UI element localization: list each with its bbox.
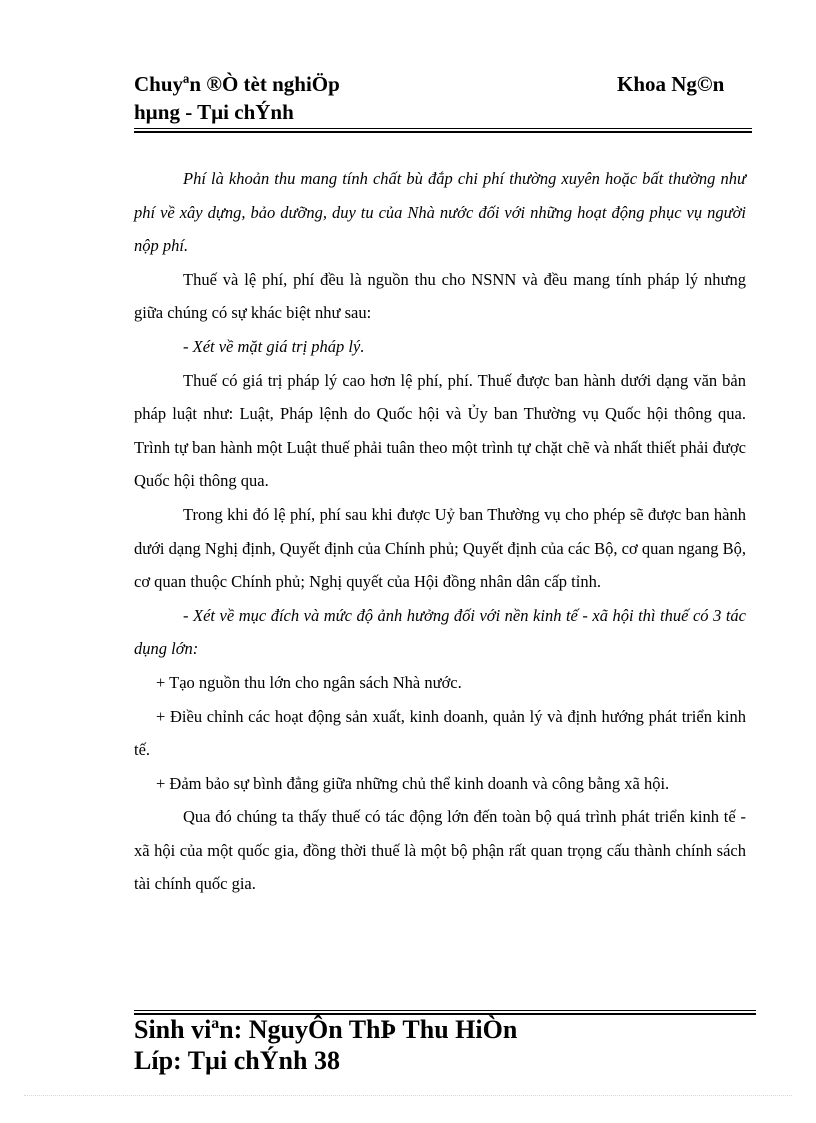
document-body <box>134 162 746 901</box>
header-department: Khoa Ng©n <box>617 72 725 96</box>
list-item-regulation: + Điều chỉnh các hoạt động sản xuất, kinh doanh, quản lý và định hướng phát triển kinh tế. <box>134 706 746 760</box>
footer-class: Líp: Tµi chÝnh 38 <box>134 1046 340 1075</box>
footer-author <box>134 1014 517 1076</box>
header-rule-thin <box>134 128 752 129</box>
paragraph-conclusion: Qua đó chúng ta thấy thuế có tác động lớn đến toàn bộ quá trình phát triển kinh tế - xã hội của một quốc gia, đồng thời thuế là một bộ phận rất quan trọng cấu thành chính sách tài chính quốc gia. <box>134 807 746 894</box>
header-rule-thick <box>134 131 752 133</box>
list-item-equality: + Đảm bảo sự bình đẳng giữa những chủ thể kinh doanh và công bằng xã hội. <box>156 773 670 793</box>
paragraph-fee-issuance: Trong khi đó lệ phí, phí sau khi được Uỷ ban Thường vụ cho phép sẽ được ban hành dưới dạng Nghị định, Quyết định của Chính phủ; Quyết định của các Bộ, cơ quan ngang Bộ, cơ quan thuộc Chính phủ; Nghị quyết của Hội đồng nhân dân cấp tỉnh. <box>134 504 746 592</box>
list-item-revenue: + Tạo nguồn thu lớn cho ngân sách Nhà nước. <box>156 672 462 692</box>
header-title <box>134 70 340 126</box>
page-edge-dotted-line <box>24 1095 792 1096</box>
paragraph-fee-definition: Phí là khoản thu mang tính chất bù đắp chi phí thường xuyên hoặc bất thường như phí về xây dựng, bảo dưỡng, duy tu của Nhà nước đối với những hoạt động phục vụ người nộp phí. <box>134 169 746 256</box>
paragraph-legal-value-heading: - Xét về mặt giá trị pháp lý. <box>183 336 365 356</box>
paragraph-purpose-heading: - Xét về mục đích và mức độ ảnh hưởng đối với nền kinh tế - xã hội thì thuế có 3 tác dụng lớn: <box>134 605 746 659</box>
footer-rule-thin <box>134 1010 756 1011</box>
paragraph-tax-fee-comparison: Thuế và lệ phí, phí đều là nguồn thu cho NSNN và đều mang tính pháp lý nhưng giữa chúng có sự khác biệt như sau: <box>134 269 746 323</box>
header-title-line1: Chuyªn ®Ò tèt nghiÖp <box>134 72 340 96</box>
paragraph-legal-value: Thuế có giá trị pháp lý cao hơn lệ phí, phí. Thuế được ban hành dưới dạng văn bản pháp luật như: Luật, Pháp lệnh do Quốc hội và Ủy ban Thường vụ Quốc hội thông qua. Trình tự ban hành một Luật thuế phải tuân theo một trình tự chặt chẽ và nhất thiết phải được Quốc hội thông qua. <box>134 370 746 491</box>
header-title-line2: hµng - Tµi chÝnh <box>134 100 294 124</box>
footer-student-name: Sinh viªn: NguyÔn ThÞ Thu HiÒn <box>134 1015 518 1044</box>
